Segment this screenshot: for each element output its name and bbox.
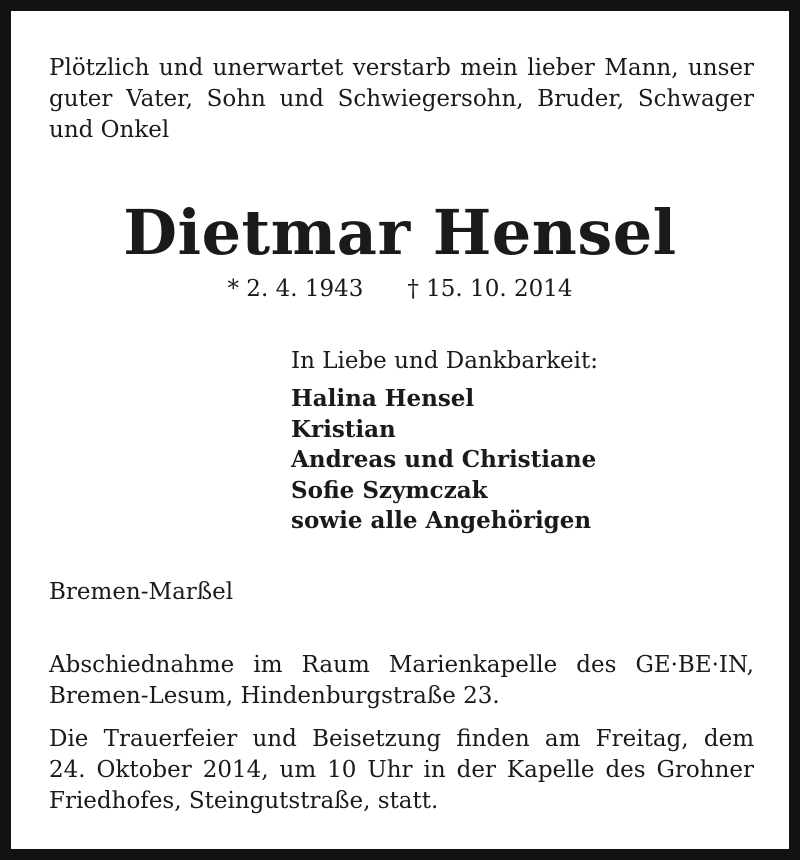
death-date: † 15. 10. 2014 (407, 276, 573, 302)
farewell-line: Abschiednahme im Raum Marienkapelle des GE·BE·IN, (49, 652, 754, 678)
funeral-info (49, 724, 754, 817)
farewell-info (49, 650, 754, 712)
place: Bremen-Marßel (49, 579, 234, 605)
birth-date: * 2. 4. 1943 (227, 276, 364, 302)
mourners-label: In Liebe und Dankbarkeit: (291, 348, 598, 374)
funeral-line: 24. Oktober 2014, um 10 Uhr in der Kapelle des Grohner (49, 757, 754, 783)
funeral-line: Friedhofes, Steingutstraße, statt. (49, 788, 439, 814)
mourner-name: Andreas und Christiane (291, 446, 597, 473)
deceased-name: Dietmar Hensel (123, 196, 677, 269)
intro-line: und Onkel (49, 117, 170, 143)
mourner-name: Halina Hensel (291, 385, 475, 412)
intro-line: guter Vater, Sohn und Schwiegersohn, Bruder, Schwager (49, 86, 754, 112)
mourner-name: sowie alle Angehörigen (291, 507, 592, 534)
mourner-name: Kristian (291, 415, 396, 443)
mourner-name: Sofie Szymczak (291, 476, 488, 504)
funeral-line: Die Trauerfeier und Beisetzung finden am Freitag, dem (49, 726, 754, 752)
farewell-line: Bremen-Lesum, Hindenburgstraße 23. (49, 683, 500, 709)
intro-text (49, 53, 754, 146)
mourners-block (291, 345, 751, 537)
life-dates (11, 273, 789, 305)
intro-line: Plötzlich und unerwartet verstarb mein lieber Mann, unser (49, 55, 754, 81)
